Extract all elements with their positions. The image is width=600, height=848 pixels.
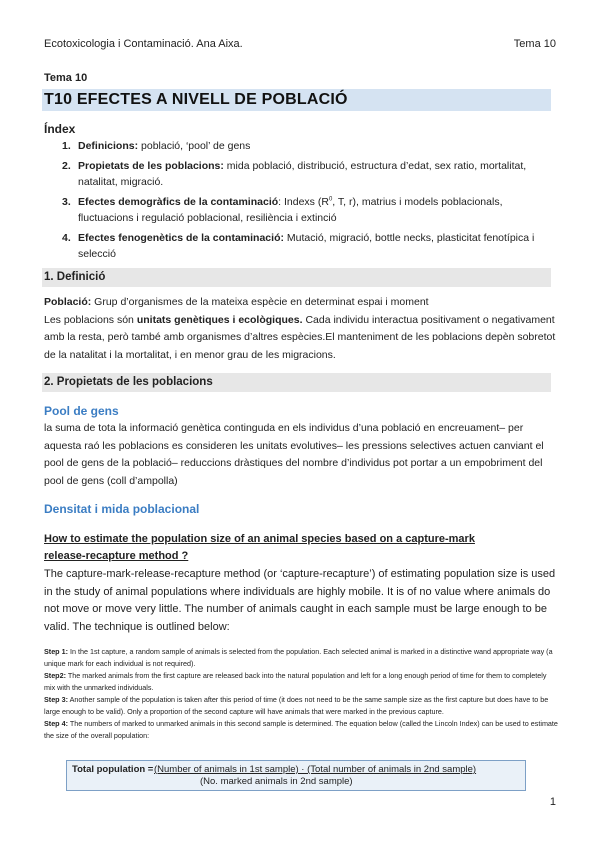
paragraph-text: Les poblacions són [44,313,137,326]
index-item-title: Definicions: [78,140,139,152]
step-text: The marked animals from the first capture are released back into the natural population and left for a long enough period of time for them to completely mix with the unmarked individuals. [44,671,547,692]
title-bar [42,89,551,111]
index-heading: Índex [44,122,76,136]
page-number: 1 [549,796,556,808]
index-item-text: mida població, distribució, estructura d’edat, sex ratio, mortalitat, natalitat, migració. [78,159,527,188]
index-item [44,230,556,263]
index-item-title: Efectes demogràfics de la contaminació [78,195,279,208]
lincoln-index-formula [66,760,526,791]
step-item [44,694,558,718]
definition-term: Població: [44,296,92,308]
subheading-pool: Pool de gens [44,404,119,418]
section-heading: 1. Definició [44,271,106,283]
index-item-number: 2. [62,159,71,172]
index-item-text: Mutació, migració, bottle necks, plasticitat fenotípica i selecció [78,231,535,260]
running-header-left: Ecotoxicologia i Contaminació. Ana Aixa. [44,38,243,50]
index-item-text: : Indexs (R [278,195,329,208]
definition-text: Grup d’organismes de la mateixa espècie en determinat espai i moment [91,296,429,308]
index-item-number: 3. [62,195,71,208]
step-label: Step 1: [44,647,68,656]
steps-list [44,646,558,742]
question-heading: How to estimate the population size of an animal species based on a capture-mark release-recapture method ? [44,533,475,562]
subheading-density: Densitat i mida poblacional [44,502,200,516]
step-text: The numbers of marked to unmarked animals in this second sample is determined. The equation below (called the Lincoln Index) can be used to estimate the size of the overall population: [44,719,558,740]
index-item-title: Efectes fenogenètics de la contaminació: [78,231,284,244]
step-text: Another sample of the population is taken after this period of time (it does not need to be the same sample size as the first capture but does have to be large enough to be valid). Only a proportion of the second capture will have animals that were marked in the previous capture. [44,695,549,716]
formula-numerator: (Number of animals in 1st sample) · (Total number of animals in 2nd sample) [154,764,477,775]
section-heading: 2. Propietats de les poblacions [44,376,213,388]
step-text: In the 1st capture, a random sample of animals is selected from the population. Each selected animal is marked in a distinctive wand appropriate way (a unique mark for each individual is not required). [44,647,553,668]
index-item-text: població, ‘pool’ de gens [138,140,251,152]
step-label: Step2: [44,671,66,680]
step-item [44,670,558,694]
index-item [44,194,556,227]
step-item [44,718,558,742]
index-item-number: 4. [62,231,71,244]
pool-paragraph: la suma de tota la informació genètica continguda en els individus d’una població en encreuament– per aquesta raó les poblacions es consideren les unitats evolutives– les pressions selectives actuen canviant el pool de gens de la població– reduccions dràstiques del nombre d’individus pot portar a un empobriment del pool de gens (coll d’ampolla) [44,422,544,487]
formula-denominator: (No. marked animals in 2nd sample) [200,776,353,787]
definition-paragraph [44,294,558,364]
index-item [44,158,556,191]
formula-label: Total population = [72,764,154,775]
page-title: T10 EFECTES A NIVELL DE POBLACIÓ [44,91,348,108]
section-heading-bar [42,373,551,392]
method-paragraph: The capture-mark-release-recapture method (or ‘capture-recapture’) of estimating population size is used in the study of animal populations where individuals are highly mobile. It is of no value where animals do not move or move very little. The number of animals caught in each sample must be large enough to be valid. The technique is outlined below: [44,568,556,633]
index-list [44,138,556,266]
running-header-right: Tema 10 [513,38,556,50]
tema-label: Tema 10 [44,72,88,84]
step-label: Step 3: [44,695,68,704]
index-item [44,138,556,155]
paragraph-text: Cada individu interactua positivament o negativament amb la resta, però també amb organismes d’altres espècies.El manteniment de les poblacions depèn sobretot de la natalitat i la mortalitat, i en menor grau de les migracions. [44,313,556,361]
index-item-number: 1. [62,140,71,152]
paragraph-bold: unitats genètiques i ecològiques. [136,313,303,326]
index-item-superscript: 0 [328,196,333,202]
index-item-text: , T, r), matrius i models poblacionals, fluctuacions i regulació poblacional, resiliència i extinció [78,195,503,224]
index-item-title: Propietats de les poblacions: [78,159,224,172]
section-heading-bar [42,268,551,287]
step-label: Step 4: [44,719,68,728]
step-item [44,646,558,670]
